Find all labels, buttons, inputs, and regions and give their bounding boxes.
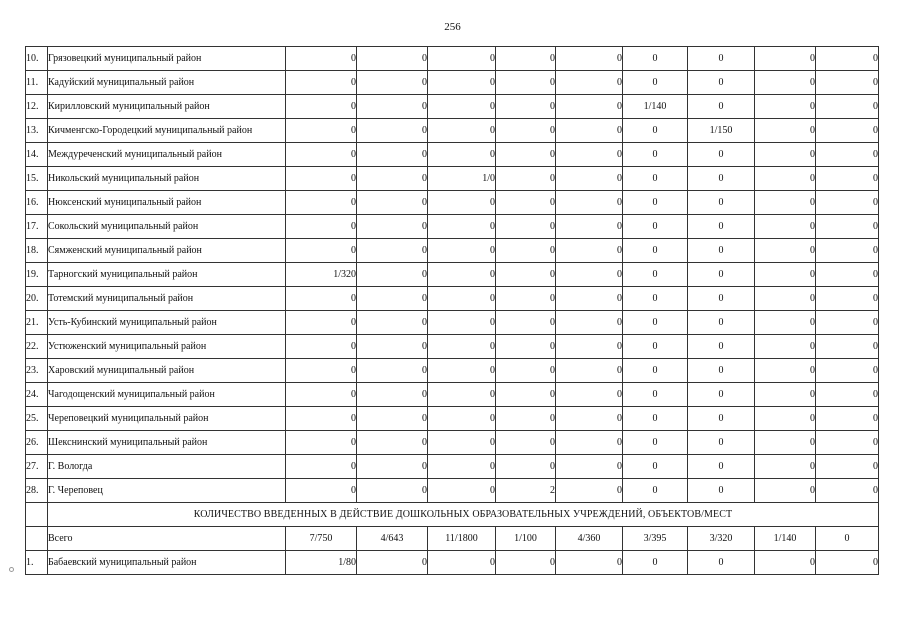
value-cell: 0 [496, 311, 556, 335]
value-cell: 0 [286, 311, 357, 335]
value-cell: 0 [623, 479, 688, 503]
value-cell: 0 [496, 359, 556, 383]
value-cell: 0 [816, 455, 879, 479]
value-cell: 0 [755, 239, 816, 263]
value-cell: 4/360 [556, 527, 623, 551]
value-cell: 0 [623, 143, 688, 167]
value-cell: 0 [556, 263, 623, 287]
value-cell: 0 [286, 191, 357, 215]
value-cell: 0 [286, 335, 357, 359]
value-cell: 0 [428, 359, 496, 383]
value-cell: 0 [816, 119, 879, 143]
value-cell: 0 [623, 551, 688, 575]
value-cell: 0 [357, 311, 428, 335]
value-cell: 1/0 [428, 167, 496, 191]
value-cell: 0 [816, 431, 879, 455]
value-cell: 0 [286, 215, 357, 239]
row-number: 28. [26, 479, 48, 503]
value-cell: 0 [496, 47, 556, 71]
data-table [25, 46, 879, 575]
value-cell: 0 [816, 167, 879, 191]
value-cell: 0 [428, 143, 496, 167]
value-cell: 0 [428, 455, 496, 479]
value-cell: 0 [556, 407, 623, 431]
value-cell: 0 [556, 119, 623, 143]
row-number: 25. [26, 407, 48, 431]
value-cell: 0 [816, 311, 879, 335]
row-number: 19. [26, 263, 48, 287]
value-cell: 0 [357, 479, 428, 503]
value-cell: 0 [428, 215, 496, 239]
value-cell: 0 [623, 263, 688, 287]
value-cell: 0 [688, 47, 755, 71]
value-cell: 0 [357, 47, 428, 71]
value-cell: 0 [623, 215, 688, 239]
value-cell: 0 [496, 431, 556, 455]
district-name: Харовский муниципальный район [48, 359, 286, 383]
value-cell: 0 [428, 287, 496, 311]
district-name: Г. Вологда [48, 455, 286, 479]
row-number: 23. [26, 359, 48, 383]
section-blank-cell [26, 503, 48, 527]
table-row [26, 359, 879, 383]
value-cell: 0 [688, 215, 755, 239]
value-cell: 0 [496, 407, 556, 431]
value-cell: 0 [816, 191, 879, 215]
value-cell: 0 [496, 95, 556, 119]
value-cell: 0 [286, 143, 357, 167]
value-cell: 0 [357, 383, 428, 407]
value-cell: 0 [688, 431, 755, 455]
section-row [26, 503, 879, 527]
value-cell: 0 [755, 167, 816, 191]
value-cell: 0 [556, 335, 623, 359]
value-cell: 0 [816, 479, 879, 503]
district-name: Сямженский муниципальный район [48, 239, 286, 263]
value-cell: 0 [428, 95, 496, 119]
value-cell: 0 [755, 263, 816, 287]
value-cell: 0 [816, 263, 879, 287]
row-number: 27. [26, 455, 48, 479]
table-row [26, 95, 879, 119]
row-number: 20. [26, 287, 48, 311]
district-name: Шекснинский муниципальный район [48, 431, 286, 455]
value-cell: 0 [357, 143, 428, 167]
value-cell: 0 [816, 47, 879, 71]
table-row [26, 47, 879, 71]
table-row [26, 407, 879, 431]
value-cell: 0 [816, 71, 879, 95]
value-cell: 0 [286, 479, 357, 503]
value-cell: 0 [688, 407, 755, 431]
value-cell: 0 [556, 383, 623, 407]
value-cell: 0 [688, 455, 755, 479]
value-cell: 0 [496, 239, 556, 263]
value-cell: 1/150 [688, 119, 755, 143]
value-cell: 0 [688, 383, 755, 407]
value-cell: 0 [816, 95, 879, 119]
value-cell: 0 [688, 263, 755, 287]
row-number: 21. [26, 311, 48, 335]
value-cell: 0 [496, 551, 556, 575]
value-cell: 0 [755, 215, 816, 239]
value-cell: 0 [688, 143, 755, 167]
value-cell: 0 [688, 191, 755, 215]
value-cell: 0 [286, 431, 357, 455]
value-cell: 0 [286, 383, 357, 407]
value-cell: 0 [428, 335, 496, 359]
value-cell: 0 [556, 551, 623, 575]
table-row [26, 551, 879, 575]
value-cell: 0 [286, 119, 357, 143]
district-name: Всего [48, 527, 286, 551]
value-cell: 0 [357, 167, 428, 191]
district-name: Тотемский муниципальный район [48, 287, 286, 311]
table-row [26, 311, 879, 335]
value-cell: 0 [496, 287, 556, 311]
value-cell: 0 [755, 455, 816, 479]
value-cell: 0 [286, 47, 357, 71]
district-name: Устюженский муниципальный район [48, 335, 286, 359]
table-row [26, 239, 879, 263]
value-cell: 0 [816, 383, 879, 407]
value-cell: 0 [556, 479, 623, 503]
table-row [26, 143, 879, 167]
value-cell: 0 [623, 311, 688, 335]
value-cell: 0 [357, 191, 428, 215]
district-name: Чагодощенский муниципальный район [48, 383, 286, 407]
row-number [26, 527, 48, 551]
value-cell: 0 [286, 71, 357, 95]
value-cell: 0 [428, 407, 496, 431]
value-cell: 0 [357, 551, 428, 575]
value-cell: 0 [816, 239, 879, 263]
value-cell: 0 [286, 455, 357, 479]
value-cell: 3/395 [623, 527, 688, 551]
value-cell: 4/643 [357, 527, 428, 551]
table-row [26, 191, 879, 215]
value-cell: 0 [496, 215, 556, 239]
value-cell: 0 [755, 143, 816, 167]
value-cell: 0 [556, 239, 623, 263]
value-cell: 0 [357, 455, 428, 479]
value-cell: 0 [286, 167, 357, 191]
value-cell: 0 [688, 287, 755, 311]
value-cell: 0 [556, 143, 623, 167]
value-cell: 1/320 [286, 263, 357, 287]
value-cell: 0 [755, 47, 816, 71]
row-number: 18. [26, 239, 48, 263]
value-cell: 0 [428, 263, 496, 287]
table-row [26, 71, 879, 95]
value-cell: 0 [755, 359, 816, 383]
value-cell: 0 [688, 95, 755, 119]
value-cell: 0 [556, 431, 623, 455]
value-cell: 0 [816, 551, 879, 575]
value-cell: 0 [623, 71, 688, 95]
value-cell: 0 [357, 263, 428, 287]
district-name: Череповецкий муниципальный район [48, 407, 286, 431]
value-cell: 0 [428, 479, 496, 503]
page-number: 256 [444, 21, 461, 33]
row-number: 14. [26, 143, 48, 167]
value-cell: 0 [623, 47, 688, 71]
value-cell: 0 [357, 407, 428, 431]
value-cell: 0 [816, 215, 879, 239]
value-cell: 0 [496, 455, 556, 479]
value-cell: 0 [623, 455, 688, 479]
row-number: 24. [26, 383, 48, 407]
value-cell: 0 [688, 359, 755, 383]
value-cell: 0 [623, 239, 688, 263]
total-row [26, 527, 879, 551]
value-cell: 0 [623, 191, 688, 215]
value-cell: 0 [496, 263, 556, 287]
value-cell: 0 [357, 119, 428, 143]
row-number: 16. [26, 191, 48, 215]
value-cell: 0 [357, 431, 428, 455]
district-name: Усть-Кубинский муниципальный район [48, 311, 286, 335]
value-cell: 0 [755, 383, 816, 407]
value-cell: 0 [357, 335, 428, 359]
row-number: 10. [26, 47, 48, 71]
row-number: 26. [26, 431, 48, 455]
value-cell: 0 [755, 95, 816, 119]
value-cell: 3/320 [688, 527, 755, 551]
row-number: 22. [26, 335, 48, 359]
value-cell: 0 [556, 359, 623, 383]
value-cell: 0 [755, 311, 816, 335]
value-cell: 0 [688, 167, 755, 191]
value-cell: 0 [286, 359, 357, 383]
value-cell: 0 [286, 239, 357, 263]
table-row [26, 119, 879, 143]
value-cell: 0 [496, 143, 556, 167]
value-cell: 0 [556, 215, 623, 239]
value-cell: 0 [556, 455, 623, 479]
district-name: Кичменгско-Городецкий муниципальный район [48, 119, 286, 143]
section-title: КОЛИЧЕСТВО ВВЕДЕННЫХ В ДЕЙСТВИЕ ДОШКОЛЬНЫХ ОБРАЗОВАТЕЛЬНЫХ УЧРЕЖДЕНИЙ, ОБЪЕКТОВ/МЕСТ [48, 503, 879, 527]
value-cell: 0 [623, 119, 688, 143]
table-row [26, 263, 879, 287]
value-cell: 0 [816, 527, 879, 551]
table-row [26, 215, 879, 239]
value-cell: 1/140 [755, 527, 816, 551]
value-cell: 0 [755, 479, 816, 503]
value-cell: 2 [496, 479, 556, 503]
value-cell: 0 [496, 383, 556, 407]
value-cell: 0 [428, 71, 496, 95]
value-cell: 0 [688, 311, 755, 335]
value-cell: 0 [755, 119, 816, 143]
district-name: Бабаевский муниципальный район [48, 551, 286, 575]
district-name: Сокольский муниципальный район [48, 215, 286, 239]
value-cell: 0 [556, 311, 623, 335]
value-cell: 0 [688, 71, 755, 95]
value-cell: 11/1800 [428, 527, 496, 551]
value-cell: 1/80 [286, 551, 357, 575]
value-cell: 0 [556, 95, 623, 119]
value-cell: 0 [357, 359, 428, 383]
value-cell: 0 [623, 431, 688, 455]
value-cell: 0 [496, 119, 556, 143]
value-cell: 0 [496, 71, 556, 95]
district-name: Никольский муниципальный район [48, 167, 286, 191]
value-cell: 0 [428, 383, 496, 407]
value-cell: 0 [496, 335, 556, 359]
value-cell: 0 [357, 287, 428, 311]
row-number: 1. [26, 551, 48, 575]
table-row [26, 431, 879, 455]
row-number: 17. [26, 215, 48, 239]
value-cell: 0 [755, 191, 816, 215]
value-cell: 0 [688, 239, 755, 263]
value-cell: 0 [357, 215, 428, 239]
value-cell: 0 [755, 407, 816, 431]
value-cell: 0 [286, 95, 357, 119]
district-name: Нюксенский муниципальный район [48, 191, 286, 215]
value-cell: 0 [428, 239, 496, 263]
district-name: Г. Череповец [48, 479, 286, 503]
table-row [26, 479, 879, 503]
value-cell: 0 [816, 335, 879, 359]
row-number: 11. [26, 71, 48, 95]
value-cell: 0 [623, 407, 688, 431]
value-cell: 0 [623, 359, 688, 383]
row-number: 15. [26, 167, 48, 191]
table-row [26, 335, 879, 359]
value-cell: 0 [816, 287, 879, 311]
value-cell: 0 [816, 143, 879, 167]
row-number: 13. [26, 119, 48, 143]
district-name: Грязовецкий муниципальный район [48, 47, 286, 71]
value-cell: 0 [816, 407, 879, 431]
value-cell: 0 [623, 335, 688, 359]
value-cell: 0 [428, 551, 496, 575]
value-cell: 7/750 [286, 527, 357, 551]
value-cell: 0 [688, 479, 755, 503]
value-cell: 0 [623, 287, 688, 311]
value-cell: 0 [688, 335, 755, 359]
value-cell: 0 [357, 71, 428, 95]
value-cell: 0 [286, 287, 357, 311]
value-cell: 0 [428, 47, 496, 71]
value-cell: 0 [755, 71, 816, 95]
value-cell: 0 [623, 383, 688, 407]
value-cell: 0 [688, 551, 755, 575]
value-cell: 0 [755, 287, 816, 311]
value-cell: 0 [428, 191, 496, 215]
value-cell: 0 [357, 239, 428, 263]
district-name: Тарногский муниципальный район [48, 263, 286, 287]
value-cell: 0 [556, 287, 623, 311]
value-cell: 0 [816, 359, 879, 383]
table-row [26, 287, 879, 311]
table-row [26, 167, 879, 191]
value-cell: 0 [286, 407, 357, 431]
value-cell: 0 [428, 119, 496, 143]
value-cell: 0 [556, 71, 623, 95]
value-cell: 0 [357, 95, 428, 119]
value-cell: 0 [496, 167, 556, 191]
table-row [26, 383, 879, 407]
row-number: 12. [26, 95, 48, 119]
value-cell: 0 [755, 335, 816, 359]
value-cell: 0 [755, 431, 816, 455]
value-cell: 0 [556, 47, 623, 71]
value-cell: 0 [623, 167, 688, 191]
value-cell: 0 [428, 431, 496, 455]
value-cell: 0 [496, 191, 556, 215]
district-name: Кадуйский муниципальный район [48, 71, 286, 95]
district-name: Кирилловский муниципальный район [48, 95, 286, 119]
value-cell: 0 [556, 167, 623, 191]
table-row [26, 455, 879, 479]
value-cell: 1/140 [623, 95, 688, 119]
value-cell: 1/100 [496, 527, 556, 551]
margin-mark [9, 567, 14, 572]
value-cell: 0 [755, 551, 816, 575]
value-cell: 0 [556, 191, 623, 215]
value-cell: 0 [428, 311, 496, 335]
district-name: Междуреченский муниципальный район [48, 143, 286, 167]
